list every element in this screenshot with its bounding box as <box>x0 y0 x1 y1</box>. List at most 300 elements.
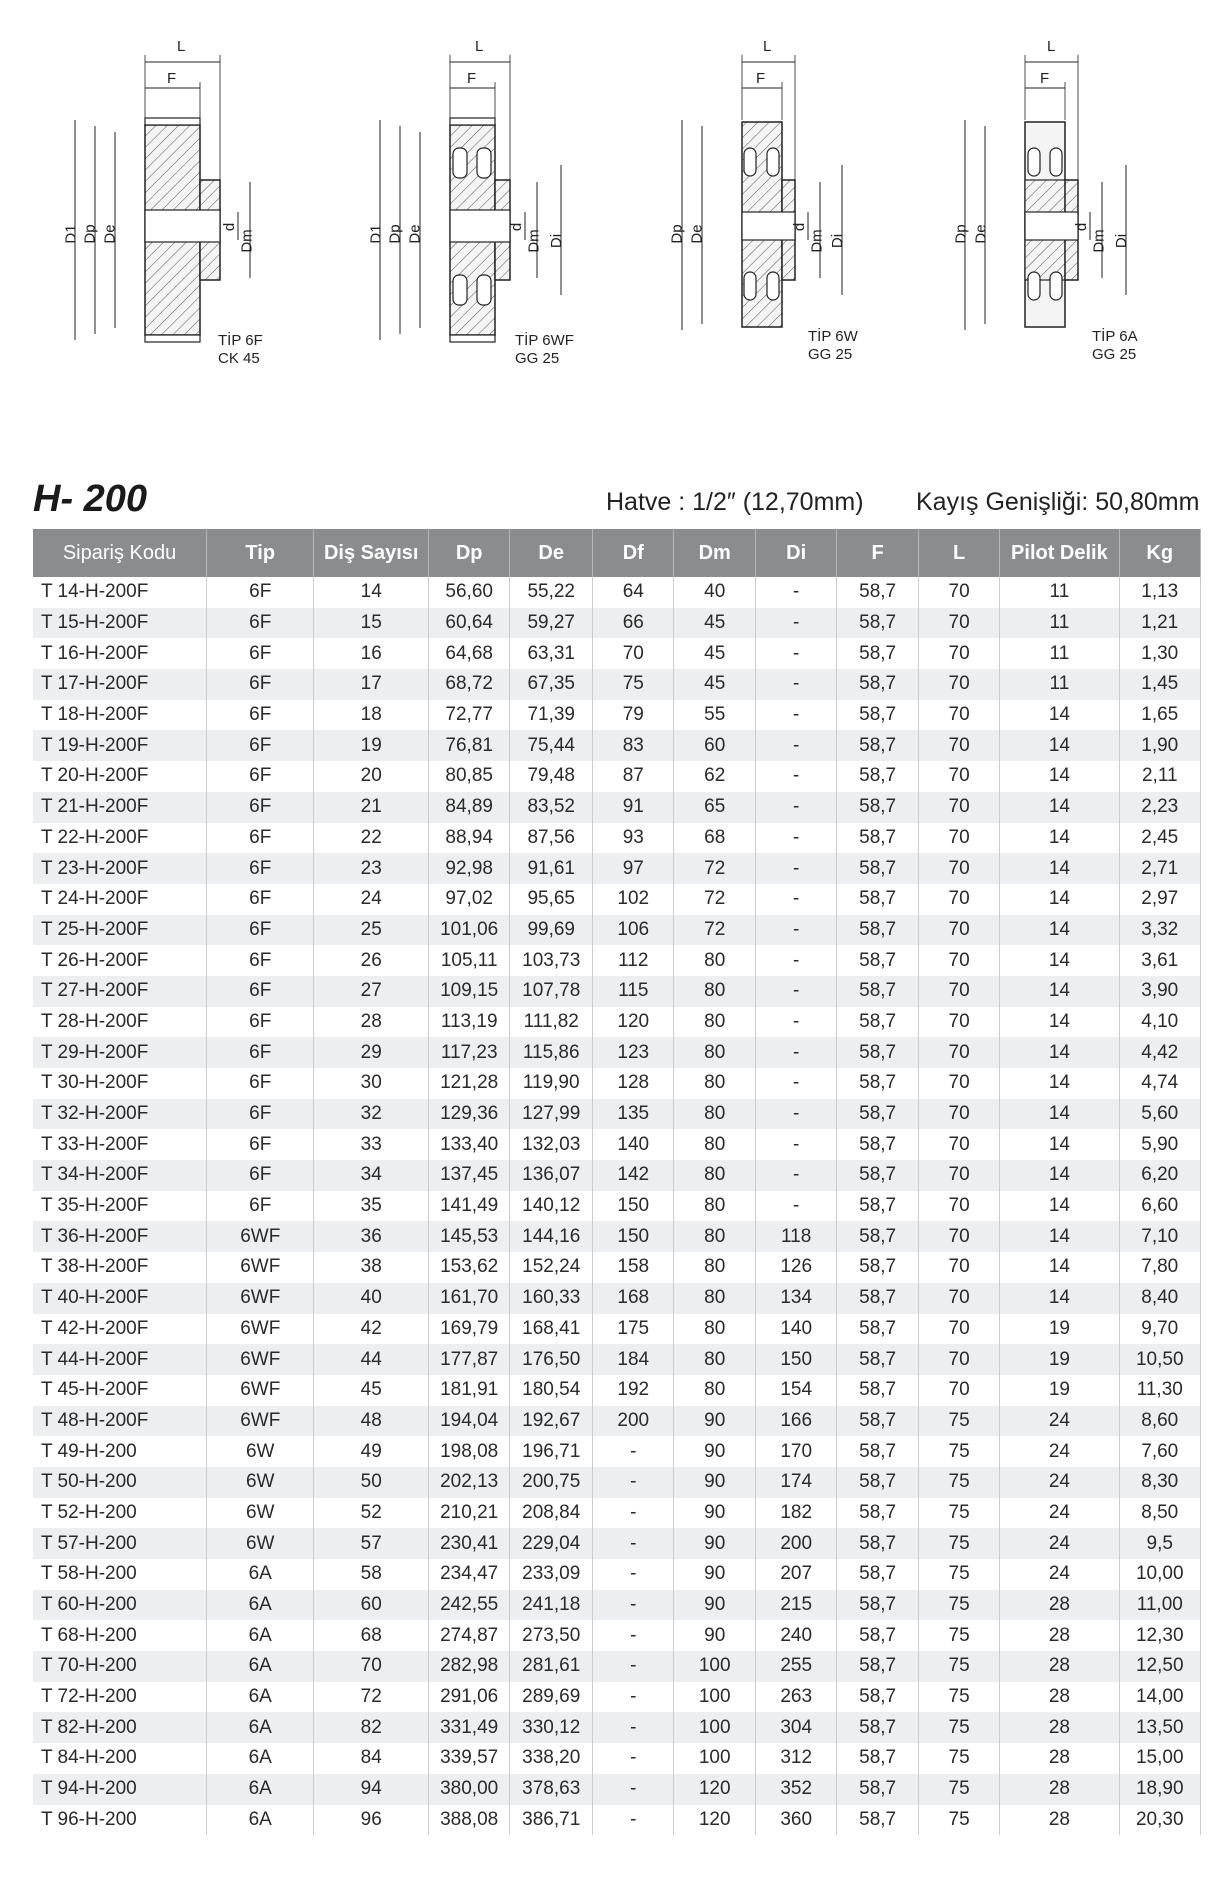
table-cell: 70 <box>918 608 999 639</box>
table-cell: T 15-H-200F <box>33 608 207 639</box>
table-cell: - <box>755 945 836 976</box>
table-cell: 352 <box>755 1774 836 1805</box>
table-cell: 6A <box>207 1620 314 1651</box>
table-cell: 274,87 <box>428 1620 509 1651</box>
table-cell: 70 <box>918 792 999 823</box>
table-cell: 70 <box>918 1191 999 1222</box>
table-cell: 233,09 <box>510 1559 593 1590</box>
table-cell: 80 <box>674 1191 755 1222</box>
table-cell: 57 <box>314 1528 429 1559</box>
table-cell: 14 <box>1000 1283 1119 1314</box>
table-cell: 215 <box>755 1590 836 1621</box>
table-cell: 70 <box>593 638 674 669</box>
table-cell: 70 <box>918 1314 999 1345</box>
table-cell: T 68-H-200 <box>33 1620 207 1651</box>
table-cell: 14,00 <box>1119 1682 1200 1713</box>
table-row <box>33 884 1201 915</box>
table-cell: 6F <box>207 1129 314 1160</box>
material-label: GG 25 <box>808 346 853 363</box>
table-cell: 119,90 <box>510 1068 593 1099</box>
table-cell: 70 <box>918 884 999 915</box>
dim-d-label: d <box>1073 222 1091 232</box>
table-cell: 14 <box>1000 761 1119 792</box>
table-cell: 140 <box>593 1129 674 1160</box>
table-cell: 34 <box>314 1160 429 1191</box>
table-cell: 92,98 <box>428 853 509 884</box>
table-cell: T 57-H-200 <box>33 1528 207 1559</box>
table-cell: 175 <box>593 1314 674 1345</box>
table-cell: 80 <box>674 1221 755 1252</box>
table-cell: 141,49 <box>428 1191 509 1222</box>
material-label: GG 25 <box>515 350 560 367</box>
dim-d1-label: D1 <box>62 224 80 244</box>
table-cell: 88,94 <box>428 823 509 854</box>
table-cell: 137,45 <box>428 1160 509 1191</box>
table-cell: 6A <box>207 1712 314 1743</box>
table-row <box>33 608 1201 639</box>
table-cell: 196,71 <box>510 1436 593 1467</box>
table-cell: 58,7 <box>837 1099 918 1130</box>
column-header: De <box>510 529 593 577</box>
table-cell: - <box>755 976 836 1007</box>
table-cell: 6WF <box>207 1406 314 1437</box>
table-cell: 28 <box>1000 1620 1119 1651</box>
table-cell: 11 <box>1000 638 1119 669</box>
table-row <box>33 1651 1201 1682</box>
table-cell: 135 <box>593 1099 674 1130</box>
table-cell: 58,7 <box>837 1344 918 1375</box>
table-cell: T 17-H-200F <box>33 669 207 700</box>
table-cell: 72 <box>674 853 755 884</box>
table-cell: T 52-H-200 <box>33 1498 207 1529</box>
table-cell: 75 <box>918 1559 999 1590</box>
table-cell: 127,99 <box>510 1099 593 1130</box>
table-cell: 6A <box>207 1743 314 1774</box>
table-cell: 75 <box>918 1406 999 1437</box>
table-cell: T 25-H-200F <box>33 915 207 946</box>
table-cell: - <box>593 1774 674 1805</box>
table-cell: 5,60 <box>1119 1099 1200 1130</box>
table-cell: 70 <box>918 1068 999 1099</box>
table-cell: 14 <box>1000 945 1119 976</box>
table-cell: 83,52 <box>510 792 593 823</box>
table-cell: T 27-H-200F <box>33 976 207 1007</box>
table-cell: 1,30 <box>1119 638 1200 669</box>
table-cell: 36 <box>314 1221 429 1252</box>
table-cell: 75,44 <box>510 730 593 761</box>
table-cell: 45 <box>674 608 755 639</box>
table-cell: 6W <box>207 1436 314 1467</box>
table-cell: - <box>755 608 836 639</box>
dim-f-label: F <box>1040 70 1050 87</box>
column-header: Pilot Delik <box>1000 529 1119 577</box>
column-header: Diş Sayısı <box>314 529 429 577</box>
table-cell: 65 <box>674 792 755 823</box>
table-cell: 49 <box>314 1436 429 1467</box>
table-cell: 58,7 <box>837 730 918 761</box>
table-cell: 58,7 <box>837 1314 918 1345</box>
table-cell: 58,7 <box>837 915 918 946</box>
table-cell: 6,20 <box>1119 1160 1200 1191</box>
table-cell: 84 <box>314 1743 429 1774</box>
table-cell: - <box>593 1528 674 1559</box>
table-cell: 339,57 <box>428 1743 509 1774</box>
table-cell: - <box>755 700 836 731</box>
dim-l-label: L <box>1047 38 1056 55</box>
table-cell: 80 <box>674 1375 755 1406</box>
table-cell: 255 <box>755 1651 836 1682</box>
table-cell: 10,00 <box>1119 1559 1200 1590</box>
table-cell: 52 <box>314 1498 429 1529</box>
table-cell: T 23-H-200F <box>33 853 207 884</box>
table-cell: 5,90 <box>1119 1129 1200 1160</box>
table-cell: 70 <box>918 700 999 731</box>
table-cell: T 30-H-200F <box>33 1068 207 1099</box>
table-cell: 169,79 <box>428 1314 509 1345</box>
table-cell: 18 <box>314 700 429 731</box>
table-cell: 58,7 <box>837 1743 918 1774</box>
table-cell: 71,39 <box>510 700 593 731</box>
table-cell: 68,72 <box>428 669 509 700</box>
table-cell: 33 <box>314 1129 429 1160</box>
table-cell: 6WF <box>207 1375 314 1406</box>
table-cell: 58,7 <box>837 1160 918 1191</box>
table-cell: 90 <box>674 1528 755 1559</box>
table-cell: 6F <box>207 945 314 976</box>
table-cell: 58,7 <box>837 1651 918 1682</box>
table-cell: 58,7 <box>837 1620 918 1651</box>
dim-de-label: De <box>406 224 424 244</box>
dim-de-label: De <box>688 224 706 244</box>
table-cell: 80 <box>674 1037 755 1068</box>
table-cell: 144,16 <box>510 1221 593 1252</box>
table-cell: 87 <box>593 761 674 792</box>
material-label: GG 25 <box>1092 346 1137 363</box>
table-cell: 79 <box>593 700 674 731</box>
table-row <box>33 915 1201 946</box>
table-cell: T 19-H-200F <box>33 730 207 761</box>
table-cell: 80 <box>674 1068 755 1099</box>
table-cell: 106 <box>593 915 674 946</box>
table-cell: 58,7 <box>837 577 918 608</box>
table-cell: 19 <box>1000 1314 1119 1345</box>
table-cell: 181,91 <box>428 1375 509 1406</box>
table-cell: 6F <box>207 669 314 700</box>
table-cell: 80 <box>674 976 755 1007</box>
table-cell: 28 <box>314 1007 429 1038</box>
table-cell: T 32-H-200F <box>33 1099 207 1130</box>
table-cell: 14 <box>1000 1099 1119 1130</box>
table-cell: - <box>593 1743 674 1774</box>
table-cell: 123 <box>593 1037 674 1068</box>
table-cell: 80 <box>674 945 755 976</box>
table-cell: 6F <box>207 761 314 792</box>
table-cell: 14 <box>1000 823 1119 854</box>
table-cell: 240 <box>755 1620 836 1651</box>
table-cell: 142 <box>593 1160 674 1191</box>
table-cell: 28 <box>1000 1743 1119 1774</box>
table-row <box>33 1743 1201 1774</box>
table-cell: 150 <box>755 1344 836 1375</box>
table-cell: 282,98 <box>428 1651 509 1682</box>
table-cell: 75 <box>918 1467 999 1498</box>
table-row <box>33 1805 1201 1836</box>
table-cell: 45 <box>674 638 755 669</box>
table-cell: 58,7 <box>837 1467 918 1498</box>
table-cell: T 33-H-200F <box>33 1129 207 1160</box>
table-cell: 58,7 <box>837 1068 918 1099</box>
table-cell: 6F <box>207 853 314 884</box>
table-row <box>33 1467 1201 1498</box>
table-cell: 273,50 <box>510 1620 593 1651</box>
table-row <box>33 1037 1201 1068</box>
table-cell: T 60-H-200 <box>33 1590 207 1621</box>
table-cell: - <box>593 1436 674 1467</box>
table-cell: 166 <box>755 1406 836 1437</box>
table-cell: T 48-H-200F <box>33 1406 207 1437</box>
table-cell: 133,40 <box>428 1129 509 1160</box>
table-cell: 97,02 <box>428 884 509 915</box>
table-cell: 24 <box>1000 1559 1119 1590</box>
table-cell: 113,19 <box>428 1007 509 1038</box>
table-cell: 87,56 <box>510 823 593 854</box>
table-cell: 70 <box>918 915 999 946</box>
table-cell: - <box>755 761 836 792</box>
table-cell: 70 <box>918 1221 999 1252</box>
table-cell: 6,60 <box>1119 1191 1200 1222</box>
table-cell: 68 <box>314 1620 429 1651</box>
table-cell: 3,90 <box>1119 976 1200 1007</box>
table-cell: T 38-H-200F <box>33 1252 207 1283</box>
table-cell: 6F <box>207 1068 314 1099</box>
table-cell: 13,50 <box>1119 1712 1200 1743</box>
table-cell: 80 <box>674 1129 755 1160</box>
table-cell: 60 <box>314 1590 429 1621</box>
table-cell: 58,7 <box>837 1129 918 1160</box>
table-cell: 6F <box>207 730 314 761</box>
table-cell: - <box>755 1007 836 1038</box>
table-cell: 15 <box>314 608 429 639</box>
table-cell: 70 <box>918 577 999 608</box>
table-cell: 6F <box>207 1037 314 1068</box>
table-cell: 102 <box>593 884 674 915</box>
table-cell: 94 <box>314 1774 429 1805</box>
table-cell: 58,7 <box>837 1252 918 1283</box>
table-cell: 198,08 <box>428 1436 509 1467</box>
table-cell: 80 <box>674 1344 755 1375</box>
table-cell: T 70-H-200 <box>33 1651 207 1682</box>
table-cell: - <box>593 1805 674 1836</box>
table-cell: 14 <box>314 577 429 608</box>
table-cell: 21 <box>314 792 429 823</box>
table-cell: 75 <box>918 1743 999 1774</box>
table-cell: 120 <box>674 1774 755 1805</box>
table-cell: 11 <box>1000 669 1119 700</box>
table-cell: 11,30 <box>1119 1375 1200 1406</box>
table-cell: 158 <box>593 1252 674 1283</box>
table-cell: 26 <box>314 945 429 976</box>
table-cell: T 24-H-200F <box>33 884 207 915</box>
dim-dm-label: Dm <box>525 229 543 253</box>
table-cell: 80 <box>674 1099 755 1130</box>
table-cell: 72,77 <box>428 700 509 731</box>
table-cell: 90 <box>674 1559 755 1590</box>
table-cell: 58,7 <box>837 1805 918 1836</box>
table-cell: - <box>755 915 836 946</box>
table-cell: 170 <box>755 1436 836 1467</box>
table-cell: 8,30 <box>1119 1467 1200 1498</box>
table-cell: 58,7 <box>837 638 918 669</box>
table-cell: T 45-H-200F <box>33 1375 207 1406</box>
table-cell: 121,28 <box>428 1068 509 1099</box>
table-row <box>33 1498 1201 1529</box>
table-cell: 14 <box>1000 1037 1119 1068</box>
table-cell: 20,30 <box>1119 1805 1200 1836</box>
pulley-diagram-6a <box>952 38 1200 380</box>
table-cell: 19 <box>314 730 429 761</box>
table-cell: 25 <box>314 915 429 946</box>
table-cell: 40 <box>314 1283 429 1314</box>
table-cell: 14 <box>1000 976 1119 1007</box>
table-row <box>33 1191 1201 1222</box>
table-row <box>33 792 1201 823</box>
table-cell: 6F <box>207 792 314 823</box>
table-cell: 15,00 <box>1119 1743 1200 1774</box>
table-row <box>33 577 1201 608</box>
table-cell: 28 <box>1000 1682 1119 1713</box>
table-cell: 6F <box>207 700 314 731</box>
table-row <box>33 823 1201 854</box>
table-cell: 75 <box>918 1682 999 1713</box>
table-cell: 58,7 <box>837 884 918 915</box>
table-cell: 40 <box>674 577 755 608</box>
table-cell: 8,60 <box>1119 1406 1200 1437</box>
table-cell: - <box>593 1712 674 1743</box>
table-row <box>33 1283 1201 1314</box>
table-cell: 50 <box>314 1467 429 1498</box>
table-cell: 184 <box>593 1344 674 1375</box>
table-cell: 58,7 <box>837 1774 918 1805</box>
dim-dp-label: Dp <box>386 224 404 244</box>
table-cell: 58,7 <box>837 823 918 854</box>
table-cell: 132,03 <box>510 1129 593 1160</box>
table-cell: 58,7 <box>837 1007 918 1038</box>
table-cell: 331,49 <box>428 1712 509 1743</box>
table-cell: T 26-H-200F <box>33 945 207 976</box>
table-cell: 115,86 <box>510 1037 593 1068</box>
table-cell: - <box>755 1037 836 1068</box>
table-cell: T 16-H-200F <box>33 638 207 669</box>
table-cell: 14 <box>1000 884 1119 915</box>
table-cell: 111,82 <box>510 1007 593 1038</box>
table-cell: 90 <box>674 1590 755 1621</box>
table-cell: 6F <box>207 1007 314 1038</box>
table-cell: 6A <box>207 1774 314 1805</box>
pulley-drawing-6wf <box>365 40 605 380</box>
table-cell: 3,32 <box>1119 915 1200 946</box>
table-cell: 44 <box>314 1344 429 1375</box>
dim-d-label: d <box>508 222 526 232</box>
table-row <box>33 1590 1201 1621</box>
table-cell: 174 <box>755 1467 836 1498</box>
table-cell: 28 <box>1000 1651 1119 1682</box>
table-cell: 80 <box>674 1283 755 1314</box>
table-cell: T 34-H-200F <box>33 1160 207 1191</box>
table-cell: 38 <box>314 1252 429 1283</box>
table-row <box>33 945 1201 976</box>
table-cell: 11 <box>1000 608 1119 639</box>
table-cell: 7,10 <box>1119 1221 1200 1252</box>
table-cell: 207 <box>755 1559 836 1590</box>
table-cell: 1,13 <box>1119 577 1200 608</box>
table-cell: 338,20 <box>510 1743 593 1774</box>
table-cell: 70 <box>918 1129 999 1160</box>
table-cell: 58,7 <box>837 1498 918 1529</box>
table-cell: 150 <box>593 1221 674 1252</box>
table-cell: 140,12 <box>510 1191 593 1222</box>
table-body <box>33 577 1201 1835</box>
table-cell: T 72-H-200 <box>33 1682 207 1713</box>
table-cell: 6WF <box>207 1314 314 1345</box>
table-cell: - <box>593 1498 674 1529</box>
table-cell: - <box>755 638 836 669</box>
table-cell: 28 <box>1000 1805 1119 1836</box>
table-row <box>33 669 1201 700</box>
table-cell: - <box>755 1160 836 1191</box>
table-cell: 281,61 <box>510 1651 593 1682</box>
table-cell: T 94-H-200 <box>33 1774 207 1805</box>
table-cell: 27 <box>314 976 429 1007</box>
table-cell: 312 <box>755 1743 836 1774</box>
table-row <box>33 1436 1201 1467</box>
dim-di-label: Di <box>1113 233 1131 249</box>
table-cell: 24 <box>1000 1528 1119 1559</box>
table-row <box>33 1528 1201 1559</box>
table-cell: 180,54 <box>510 1375 593 1406</box>
table-cell: 70 <box>918 1099 999 1130</box>
table-cell: 80 <box>674 1160 755 1191</box>
table-cell: 58 <box>314 1559 429 1590</box>
table-cell: 101,06 <box>428 915 509 946</box>
table-cell: 14 <box>1000 1252 1119 1283</box>
table-cell: 192,67 <box>510 1406 593 1437</box>
belt-width-info: Kayış Genişliği: 50,80mm <box>916 488 1200 516</box>
table-cell: 28 <box>1000 1712 1119 1743</box>
table-cell: - <box>593 1682 674 1713</box>
table-row <box>33 976 1201 1007</box>
table-row <box>33 1375 1201 1406</box>
table-cell: - <box>755 669 836 700</box>
table-cell: 70 <box>918 1252 999 1283</box>
dim-d1-label: D1 <box>367 224 385 244</box>
table-row <box>33 1682 1201 1713</box>
table-cell: 75 <box>918 1436 999 1467</box>
table-cell: 99,69 <box>510 915 593 946</box>
table-cell: 75 <box>918 1774 999 1805</box>
table-cell: 75 <box>918 1498 999 1529</box>
table-cell: 58,7 <box>837 1590 918 1621</box>
table-cell: 109,15 <box>428 976 509 1007</box>
table-cell: 6F <box>207 577 314 608</box>
table-cell: 58,7 <box>837 1559 918 1590</box>
table-cell: 16 <box>314 638 429 669</box>
table-cell: 70 <box>918 823 999 854</box>
table-cell: 1,65 <box>1119 700 1200 731</box>
column-header: Tip <box>207 529 314 577</box>
table-cell: 58,7 <box>837 1436 918 1467</box>
table-cell: 234,47 <box>428 1559 509 1590</box>
table-cell: 96 <box>314 1805 429 1836</box>
